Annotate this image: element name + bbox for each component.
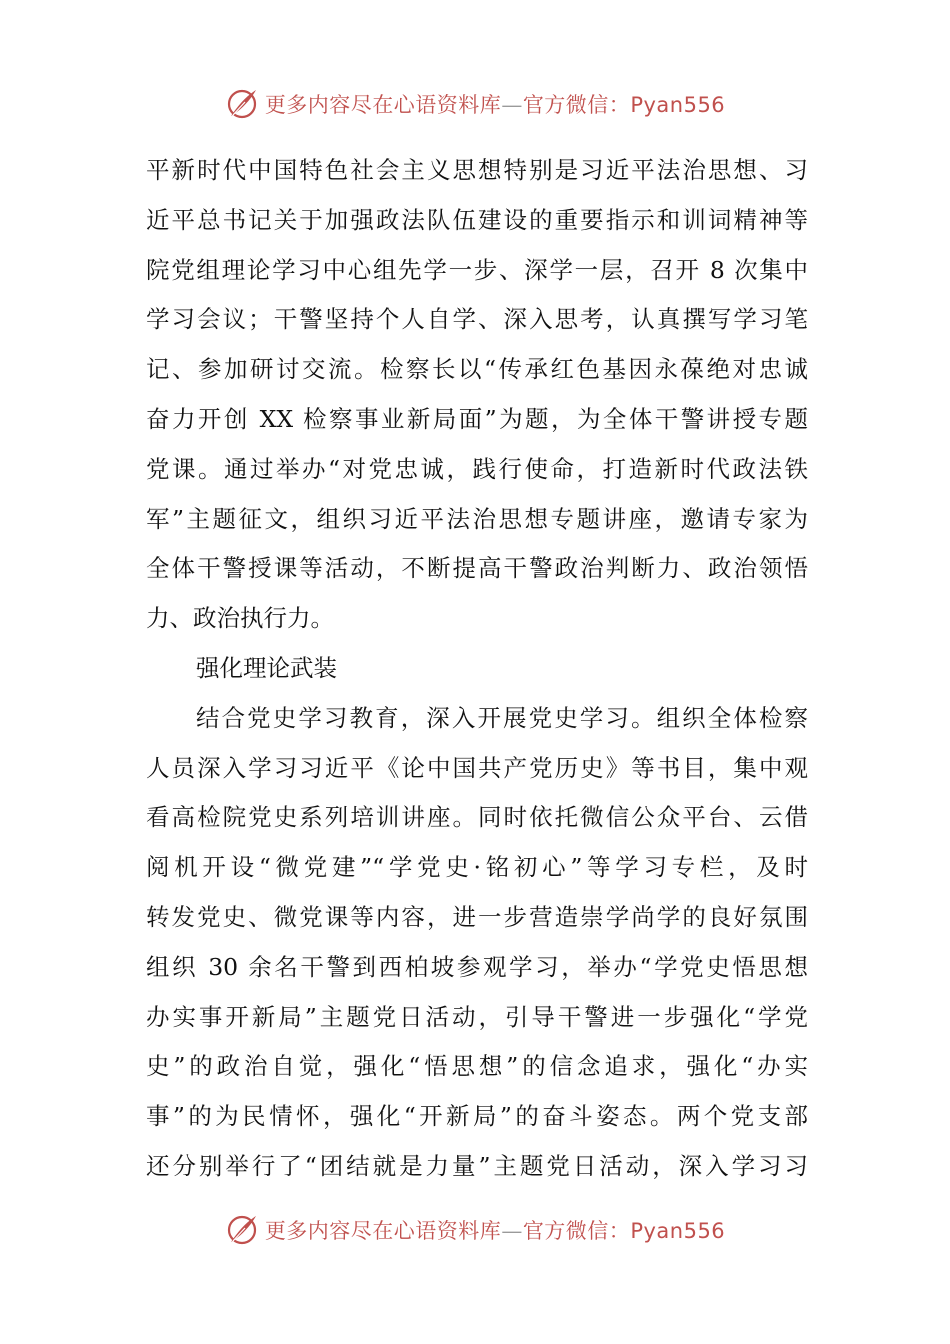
section-heading: 强化理论武装 (196, 653, 337, 682)
text-line: 记、参加研讨交流。检察长以“传承红色基因永葆绝对忠诚 (146, 355, 808, 384)
text-line: 人员深入学习习近平《论中国共产党历史》等书目，集中观 (146, 753, 808, 782)
watermark-wechat-label: 官方微信： (522, 93, 631, 117)
watermark-text (265, 1215, 725, 1245)
header-watermark (0, 84, 950, 124)
watermark-brand: 更多内容尽在心语资料库 (264, 1219, 502, 1243)
text-line: 事”的为民情怀，强化“开新局”的奋斗姿态。两个党支部 (146, 1102, 808, 1131)
text-line: 办实事开新局”主题党日活动，引导干警进一步强化“学党 (146, 1002, 808, 1031)
text-line: 转发党史、微党课等内容，进一步营造崇学尚学的良好氛围 (146, 902, 808, 931)
text-line: 看高检院党史系列培训讲座。同时依托微信公众平台、云借 (146, 803, 808, 832)
watermark-wechat-id: Pyan556 (630, 1219, 726, 1243)
text-line: 结合党史学习教育，深入开展党史学习。组织全体检察 (196, 703, 808, 732)
watermark-separator: — (501, 93, 523, 117)
text-line: 军”主题征文，组织习近平法治思想专题讲座，邀请专家为 (146, 504, 808, 533)
text-line: 平新时代中国特色社会主义思想特别是习近平法治思想、习 (146, 156, 808, 184)
text-line: 近平总书记关于加强政法队伍建设的重要指示和训词精神等 (146, 205, 808, 234)
text-line: 学习会议；干警坚持个人自学、深入思考，认真撰写学习笔 (146, 305, 808, 334)
watermark-wechat-label: 官方微信： (522, 1219, 631, 1243)
watermark-wechat-id: Pyan556 (630, 93, 726, 117)
watermark-separator: — (501, 1219, 523, 1243)
document-body (146, 146, 808, 1192)
text-line: 全体干警授课等活动，不断提高干警政治判断力、政治领悟 (146, 554, 808, 583)
quill-pen-circle-icon (225, 1213, 259, 1247)
text-line: 阅机开设“微党建”“学党史·铭初心”等学习专栏，及时 (146, 853, 808, 882)
text-line: 还分别举行了“团结就是力量”主题党日活动，深入学习习 (146, 1151, 808, 1180)
text-line: 奋力开创 XX 检察事业新局面”为题，为全体干警讲授专题 (146, 404, 808, 433)
text-line: 党课。通过举办“对党忠诚，践行使命，打造新时代政法铁 (146, 454, 808, 483)
footer-watermark (0, 1210, 950, 1250)
watermark-brand: 更多内容尽在心语资料库 (264, 93, 502, 117)
text-line: 力、政治执行力。 (146, 604, 334, 633)
text-line: 史”的政治自觉，强化“悟思想”的信念追求，强化“办实 (146, 1052, 808, 1081)
quill-pen-circle-icon (225, 87, 259, 121)
text-line: 组织 30 余名干警到西柏坡参观学习，举办“学党史悟思想 (146, 952, 808, 981)
text-line: 院党组理论学习中心组先学一步、深学一层，召开 8 次集中 (146, 255, 808, 284)
watermark-text (265, 89, 725, 119)
